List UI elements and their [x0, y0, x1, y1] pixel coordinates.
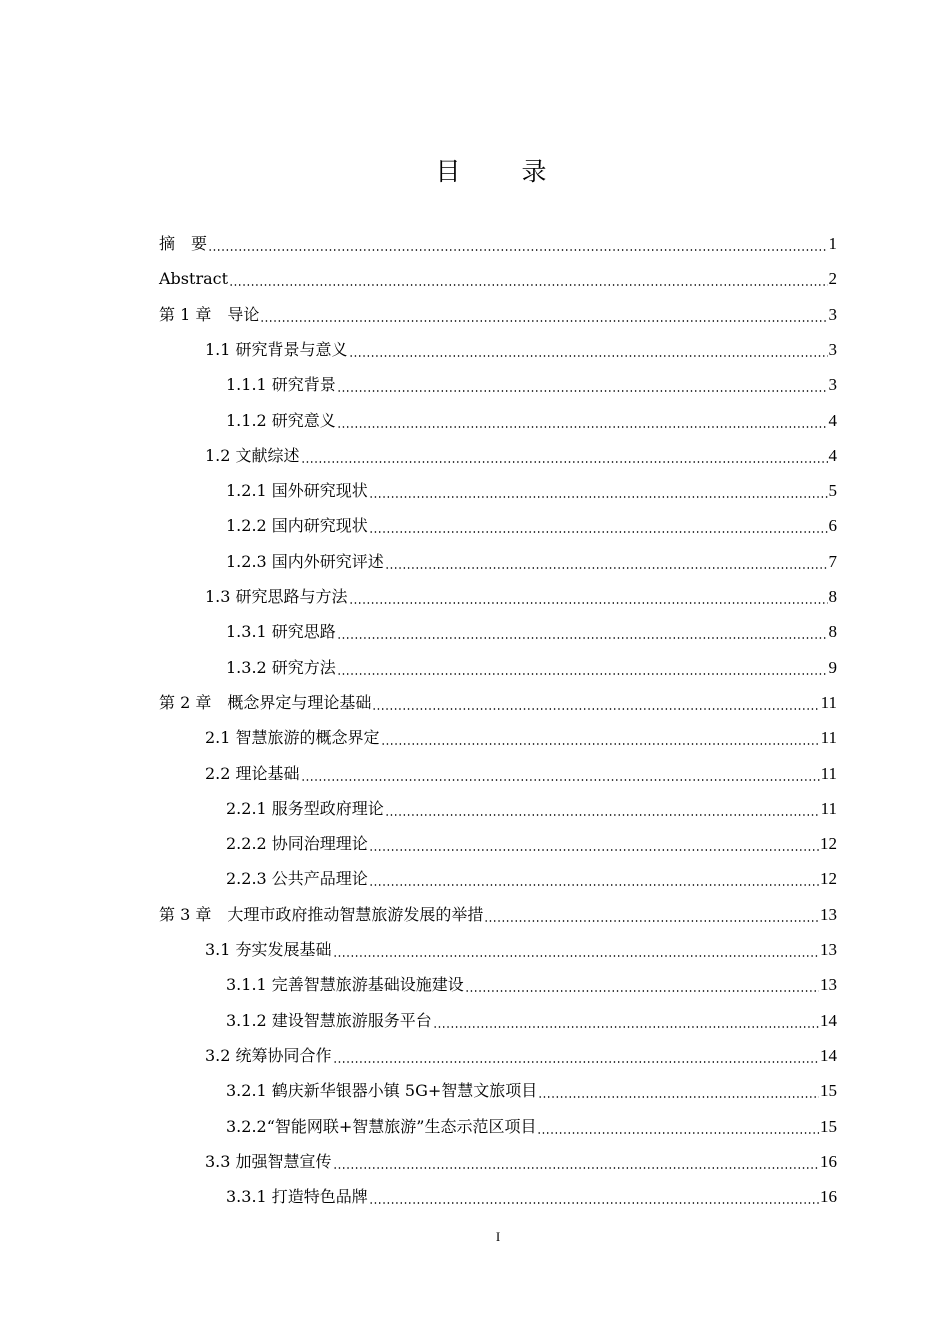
toc-entry-label: 3.1.1 完善智慧旅游基础设施建设 [226, 975, 464, 995]
toc-entry-page-number: 15 [820, 1116, 837, 1136]
toc-entry-label: 2.2.2 协同治理理论 [226, 834, 368, 854]
toc-entry[interactable] [226, 1109, 837, 1144]
toc-entry-page-number: 3 [828, 304, 837, 324]
toc-dot-leader [385, 791, 820, 826]
toc-entry-label: 2.2 理论基础 [205, 763, 300, 783]
toc-entry-label: 3.1 夯实发展基础 [205, 940, 332, 959]
toc-entry-label: 1.2.3 国内外研究评述 [226, 551, 384, 571]
toc-entry[interactable] [226, 826, 837, 861]
toc-dot-leader [260, 297, 827, 332]
toc-entry[interactable] [226, 1073, 837, 1108]
toc-dot-leader [301, 438, 828, 473]
toc-dot-leader [372, 685, 819, 720]
toc-dot-leader [333, 1144, 819, 1179]
toc-dot-leader [484, 897, 819, 932]
toc-dot-leader [538, 1073, 819, 1108]
toc-entry-label: 第 1 章 导论 [159, 304, 260, 324]
toc-entry[interactable] [159, 685, 837, 720]
toc-entry-page-number: 4 [828, 410, 837, 430]
toc-entry[interactable] [226, 791, 837, 826]
toc-entry-page-number: 6 [828, 516, 837, 536]
toc-entry-label: 2.2.3 公共产品理论 [226, 869, 368, 889]
toc-dot-leader [229, 261, 827, 296]
toc-entry[interactable] [205, 438, 837, 473]
toc-entry-page-number: 4 [828, 445, 837, 465]
toc-entry-label: 1.3.2 研究方法 [226, 657, 336, 677]
toc-entry-page-number: 13 [820, 904, 837, 924]
toc-entry[interactable] [226, 861, 837, 896]
toc-entry-page-number: 15 [820, 1081, 837, 1101]
toc-entry[interactable] [226, 508, 837, 543]
toc-dot-leader [337, 367, 828, 402]
toc-dot-leader [381, 720, 820, 755]
toc-dot-leader [369, 1179, 819, 1214]
toc-dot-leader [349, 579, 828, 614]
toc-dot-leader [369, 508, 828, 543]
toc-entry[interactable] [226, 473, 837, 508]
toc-dot-leader [301, 756, 820, 791]
toc-dot-leader [369, 826, 819, 861]
toc-entry-page-number: 5 [828, 481, 837, 501]
toc-entry[interactable] [226, 403, 837, 438]
toc-entry[interactable] [159, 226, 837, 261]
toc-entry-label: 1.2 文献综述 [205, 445, 300, 465]
toc-entry-page-number: 13 [820, 975, 837, 995]
toc-entry-page-number: 12 [820, 869, 837, 889]
toc-entry-label: 1.3.1 研究思路 [226, 622, 336, 642]
toc-entry-page-number: 16 [820, 1151, 837, 1171]
toc-entry-label: 1.1.1 研究背景 [226, 375, 336, 395]
toc-entry-label: 1.2.1 国外研究现状 [226, 481, 368, 501]
toc-entry-page-number: 8 [828, 622, 837, 642]
toc-entry[interactable] [159, 897, 837, 932]
page-title: 目 录 [435, 157, 565, 186]
toc-dot-leader [369, 861, 819, 896]
toc-entry[interactable] [226, 1003, 837, 1038]
toc-entry[interactable] [226, 544, 837, 579]
toc-entry-page-number: 9 [828, 657, 837, 677]
toc-entry[interactable] [205, 332, 837, 367]
toc-dot-leader [465, 967, 819, 1002]
toc-entry[interactable] [205, 1144, 837, 1179]
page-number-footer: I [495, 1229, 501, 1244]
toc-entry-label: 1.1.2 研究意义 [226, 410, 336, 430]
toc-entry[interactable] [226, 967, 837, 1002]
toc-entry[interactable] [159, 261, 837, 296]
toc-entry[interactable] [205, 720, 837, 755]
toc-entry-page-number: 16 [820, 1187, 837, 1207]
toc-entry-page-number: 2 [828, 269, 837, 289]
toc-dot-leader [333, 932, 819, 967]
toc-entry-label: 摘 要 [159, 234, 208, 253]
toc-entry-label: 3.1.2 建设智慧旅游服务平台 [226, 1010, 432, 1030]
toc-dot-leader [433, 1003, 819, 1038]
toc-entry-label: 3.3.1 打造特色品牌 [226, 1187, 368, 1207]
toc-dot-leader [349, 332, 828, 367]
toc-entry-page-number: 7 [828, 551, 837, 571]
toc-entry[interactable] [226, 614, 837, 649]
toc-entry-label: 3.2.2“智能网联+智慧旅游”生态示范区项目 [226, 1116, 537, 1136]
toc-entry-label: 第 3 章 大理市政府推动智慧旅游发展的举措 [159, 904, 484, 924]
toc-entry[interactable] [205, 1038, 837, 1073]
toc-entry-page-number: 3 [828, 375, 837, 395]
toc-entry-label: 3.2 统筹协同合作 [205, 1045, 332, 1065]
toc-entry-page-number: 11 [820, 692, 837, 712]
toc-dot-leader [369, 473, 828, 508]
toc-entry-label: 1.1 研究背景与意义 [205, 339, 348, 359]
toc-entry[interactable] [205, 756, 837, 791]
toc-entry-page-number: 8 [828, 587, 837, 606]
toc-dot-leader [333, 1038, 819, 1073]
toc-entry[interactable] [226, 1179, 837, 1214]
toc-entry[interactable] [226, 367, 837, 402]
toc-entry-page-number: 11 [820, 728, 837, 748]
toc-entry-label: 2.2.1 服务型政府理论 [226, 798, 384, 818]
toc-entry-page-number: 13 [820, 940, 837, 959]
toc-dot-leader [208, 226, 827, 261]
toc-entry-page-number: 12 [820, 834, 837, 854]
toc-entry-page-number: 1 [828, 234, 837, 253]
toc-entry-page-number: 11 [820, 763, 837, 783]
toc-entry[interactable] [205, 579, 837, 614]
toc-entry-label: 3.3 加强智慧宣传 [205, 1151, 332, 1171]
toc-entry[interactable] [226, 650, 837, 685]
toc-entry-page-number: 11 [820, 798, 837, 818]
toc-dot-leader [537, 1109, 819, 1144]
toc-entry-label: 2.1 智慧旅游的概念界定 [205, 728, 380, 748]
toc-dot-leader [337, 650, 828, 685]
toc-entry-label: Abstract [159, 269, 229, 289]
toc-dot-leader [337, 403, 828, 438]
toc-entry-page-number: 14 [820, 1010, 837, 1030]
toc-entry-page-number: 14 [820, 1045, 837, 1065]
toc-entry[interactable] [205, 932, 837, 967]
toc-entry[interactable] [159, 297, 837, 332]
toc-entry-label: 第 2 章 概念界定与理论基础 [159, 692, 372, 712]
toc-entry-label: 1.3 研究思路与方法 [205, 587, 348, 606]
toc-dot-leader [337, 614, 828, 649]
toc-entry-label: 1.2.2 国内研究现状 [226, 516, 368, 536]
toc-dot-leader [385, 544, 828, 579]
toc-entry-label: 3.2.1 鹤庆新华银器小镇 5G+智慧文旅项目 [226, 1081, 538, 1101]
toc-entry-page-number: 3 [828, 339, 837, 359]
